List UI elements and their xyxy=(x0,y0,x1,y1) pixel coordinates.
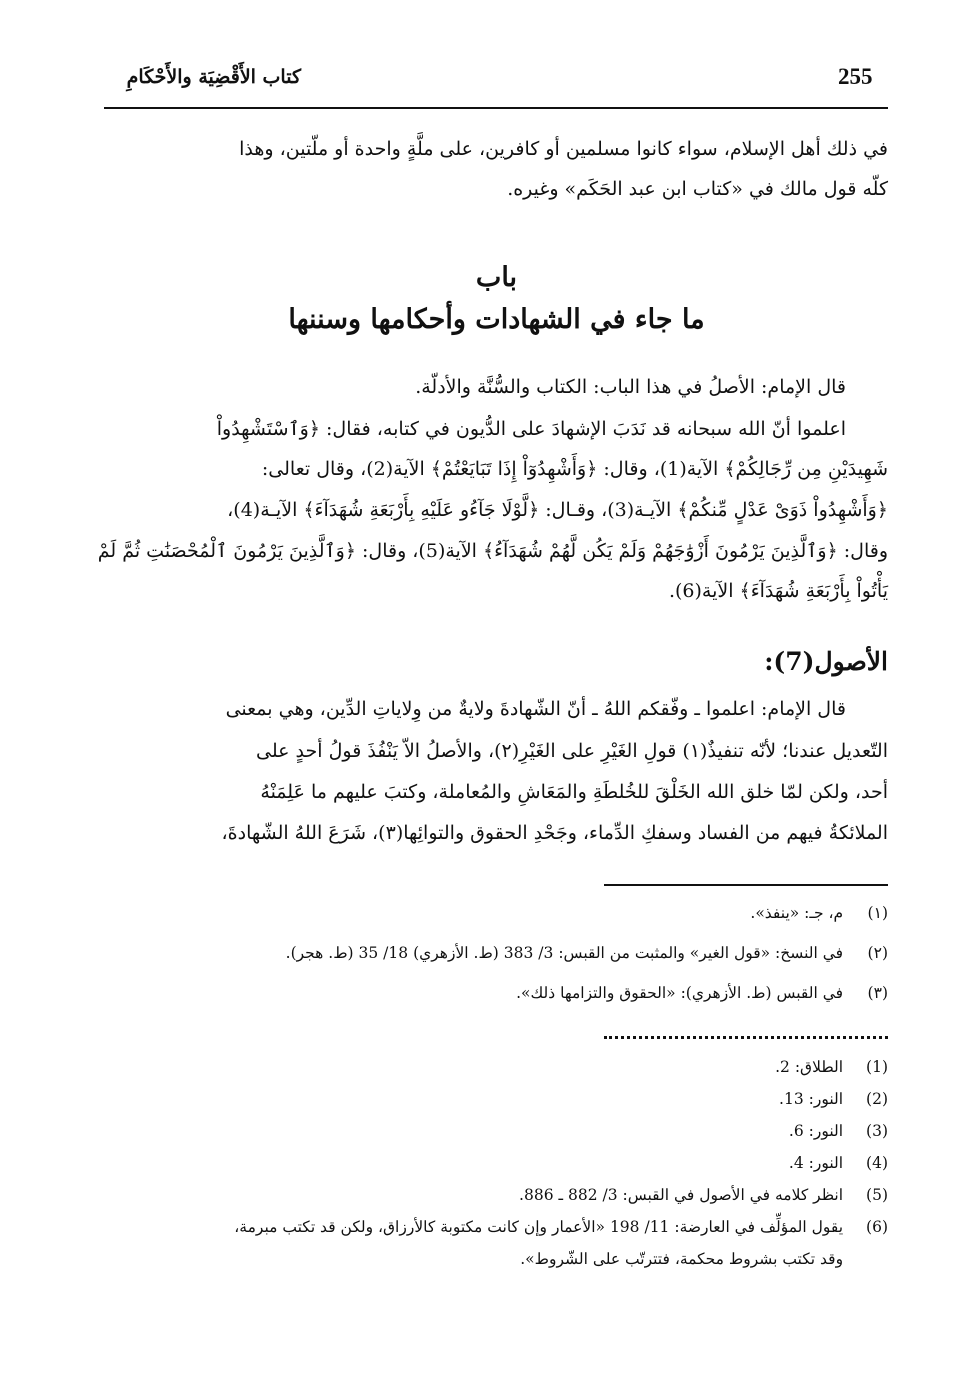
running-header-title: كتاب الأَقْضِيَة والأَحْكَامِ xyxy=(126,66,301,88)
footnote-number: (٣) xyxy=(867,984,888,1002)
footnote-text: النور: 13. xyxy=(779,1090,844,1108)
footnote-text: في القبس (ط. الأزهري): «الحقوق والتزامها ذلك». xyxy=(516,984,844,1002)
passage-line-2: اعلموا أنّ الله سبحانه قد نَدَبَ الإشهادَ على الدُّيون في كتابه، فقال: ﴿وَٱسْتَشْهِدُواْ xyxy=(216,418,846,440)
header-rule xyxy=(104,107,888,109)
usul-heading: الأصول(7): xyxy=(764,647,888,676)
footnote-text: النور: 4. xyxy=(788,1154,844,1172)
footnote-text: النور: 6. xyxy=(788,1122,844,1140)
chapter-word: باب xyxy=(475,262,518,293)
intro-line-2: كلّه قول مالك في «كتاب ابن عبد الحَكَم» وغيره. xyxy=(507,178,888,200)
footnote-b-1 xyxy=(105,1058,888,1076)
passage-line-1: قال الإمام: الأصلُ في هذا الباب: الكتاب والسُّنَّة والأدلّة. xyxy=(415,376,846,398)
passage-line-4: ﴿وَأَشْهِدُواْ ذَوَىْ عَدْلٍ مِّنكُمْ﴾ الآيـة(3)، وقـال: ﴿لَّوْلَا جَآءُو عَلَيْهِ بِأَرْبَعَةِ شُهَدَآءَ﴾ الآيـة(4)، xyxy=(227,499,888,521)
passage-line-5: وقال: ﴿وَٱلَّذِينَ يَرْمُونَ أَزْوَٰجَهُمْ وَلَمْ يَكُن لَّهُمْ شُهَدَآءُ﴾ الآية(5)، وقال: ﴿وَٱلَّذِينَ يَرْمُونَ ٱلْمُحْصَنَٰتِ ثُمَّ لَمْ xyxy=(97,540,888,562)
footnote-number: (3) xyxy=(866,1122,888,1140)
footnote-number: (1) xyxy=(866,1058,888,1076)
footnote-b-6-continued xyxy=(105,1250,888,1268)
page-number: 255 xyxy=(838,64,873,89)
passage-line-3: شَهِيدَيْنِ مِن رِّجَالِكُمْ﴾ الآية(1)، وقال: ﴿وَأَشْهِدُوٓاْ إِذَا تَبَايَعْتُمْ﴾ الآية(2)، وقال تعالى: xyxy=(261,458,888,480)
footnote-number: (6) xyxy=(866,1218,888,1236)
passage-line-6: يَأْتُواْ بِأَرْبَعَةِ شُهَدَآءَ﴾ الآية(6). xyxy=(668,580,888,602)
intro-line-1: في ذلك أهل الإسلام، سواء كانوا مسلمين أو كافرين، على ملَّةٍ واحدة أو ملّتين، وهذا xyxy=(239,138,888,160)
footnote-number: (١) xyxy=(867,904,888,922)
usul-line-1: قال الإمام: اعلموا ـ وفّقكم اللهُ ـ أنّ الشّهادةَ ولايةٌ من وِلاياتِ الدِّين، وهي بمعنى xyxy=(225,698,846,720)
footnote-b-4 xyxy=(105,1154,888,1172)
footnote-text: الطلاق: 2. xyxy=(775,1058,844,1076)
usul-line-2: التّعديل عندنا؛ لأنّه تنفيذٌ(١) قولِ الغَيْرِ على الغَيْرِ(٢)، والأصلُ الاّ يَنْفُذَ قولُ أحدٍ على xyxy=(256,740,888,762)
footnote-a-1 xyxy=(105,904,888,922)
footnote-number: (٢) xyxy=(867,944,888,962)
chapter-title: ما جاء في الشهادات وأحكامها وسننها xyxy=(288,304,705,335)
footnote-text: م، جـ: «ينفذ». xyxy=(750,904,844,922)
usul-line-3: أحد، ولكن لمّا خلق الله الخَلْقَ للخُلطَةِ والمَعَاشِ والمُعاملة، وكتبَ عليهم ما عَلِمَنْهُ xyxy=(260,781,888,803)
footnote-b-6 xyxy=(105,1218,888,1236)
footnote-a-3 xyxy=(105,984,888,1002)
footnote-b-3 xyxy=(105,1122,888,1140)
footnote-b-5 xyxy=(105,1186,888,1204)
footnote-number: (2) xyxy=(866,1090,888,1108)
footnote-number: (4) xyxy=(866,1154,888,1172)
footnote-number: (5) xyxy=(866,1186,888,1204)
footnote-b-2 xyxy=(105,1090,888,1108)
footnote-rule xyxy=(604,884,888,886)
footnote-text: وقد تكتب بشروط محكمة، فتترتّب على الشّروط». xyxy=(520,1250,844,1268)
footnote-text: انظر كلامه في الأصول في القبس: 3/ 882 ـ 886. xyxy=(519,1186,844,1204)
footnote-text: يقول المؤلِّف في العارضة: 11/ 198 «الأعمار وإن كانت مكتوبة كالأرزاق، ولكن قد تكتب مبرمة، xyxy=(234,1218,844,1236)
footnote-dotted-separator xyxy=(604,1036,888,1039)
usul-line-4: الملائكةُ فيهم من الفساد وسفكِ الدِّماء، وجَحْدِ الحقوق والتوائِها(٣)، شَرَعَ اللهُ الشّهادةَ، xyxy=(221,822,888,844)
footnote-text: في النسخ: «قول الغير» والمثبت من القبس: 3/ 383 (ط. الأزهري) 18/ 35 (ط. هجر). xyxy=(285,944,844,962)
footnote-a-2 xyxy=(105,944,888,962)
